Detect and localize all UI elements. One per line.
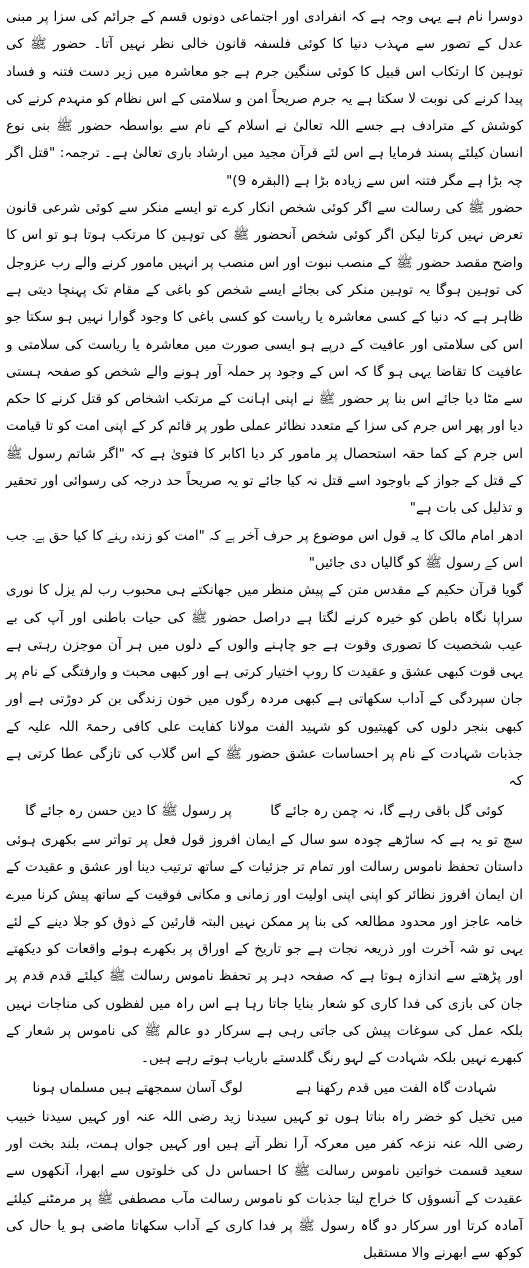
paragraph-5: سچ تو یہ ہے کہ ساڑھے چودہ سو سال کے ایمان افروز قول فعل پر تواتر سے بکھری ہوئی داستان تحفظ ناموس رسالت اور تمام تر جزئیات کے ساتھ ترتیب دینا اور عشق و عقیدت کے ان ایمان افروز نظائر کو اپنی اپنی اولیت اور زمانی و مکانی فوقیت کے ساتھ پیش کرنا میرے خامہ عاجز اور محدود مطالعہ کی بنا پر ممکن نہیں البتہ قارئین کے ذوق کو جلا دینے کے لئے یہی تو شہ آخرت اور ذریعہ نجات ہے جو تاریخ کے اوراق پر بکھرے ہوئے واقعات کو دیکھتے اور پڑھتے سے اندازہ ہوتا ہے کہ صفحہ دہر پر تحفظ ناموس رسالت ﷺ کیلئے قدم قدم پر جان کی بازی کی فدا کاری کو شعار بنایا جاتا رہا ہے اس راہ میں لفظوں کی مناجات نہیں بلکہ عمل کی سوغات پیش کی جاتی رہی ہے سرکار دو عالم ﷺ کی ناموس پر شعار کے کبھرے نہیں بلکہ شہادت کے لہو رنگ گلدستے باریاب ہوتے رہے ہیں۔ (6, 831, 523, 1067)
verse-1-first-line: کوئی گل باقی رہے گا، نہ چمن رہ جائے گا (270, 802, 504, 819)
verse-2-second-line: لوگ آسان سمجھتے ہیں مسلماں ہونا (32, 1079, 243, 1096)
verse-couplet-2 (6, 1075, 523, 1102)
paragraph-2: حضور ﷺ کی رسالت سے اگر کوئی شخص انکار کرے تو ایسے منکر سے کوئی شرعی قانون تعرض نہیں کرتا لیکن اگر کوئی شخص آنحضور ﷺ کی توہین کا مرتکب ہوتا ہو تو اس کا واضح مقصد حضور ﷺ کے منصب نبوت اور اس منصب پر انہیں مامور کرنے والے رب عزوجل کی توہین ہوگا یہ توہین منکر کی بجائے ایسے شخص کو باغی کے مقام تک پہنچا دیتی ہے ظاہر ہے کہ دنیا کے کسی معاشرہ یا ریاست کو کسی باغی کا وجود گوارا نہیں ہو سکتا جو اس کی سلامتی اور عافیت کے درپے ہو ایسی صورت میں معاشرہ یا ریاست کی سلامتی و عافیت کا تقاضا یہی ہو گا کہ اس کے وجود پر حملہ آور ہونے والے شخص کو صفحہ ہستی سے مٹا دیا جائے اس بنا پر حضور ﷺ نے اپنی اہانت کے مرتکب اشخاص کو قتل کرنے کا حکم دیا اور پھر اس جرم کی سزا کے متعدد نظائر عملی طور پر قائم کر کے اپنی امت کو تا قیامت اس جرم کے کما حقہ استحصال پر مامور کر دیا اکابر کا فتویٰ ہے کہ "اگر شاتم رسول ﷺ کے قتل کے جواز کے باوجود اسے قتل نہ کیا جائے تو یہ صریحاً حد درجہ کی رسوائی اور تحقیر و تذلیل کی بات ہے" (6, 200, 523, 517)
verse-1-second-line: پر رسول ﷺ کا دین حسن رہ جائے گا (25, 802, 232, 819)
paragraph-3: ادھر امام مالک کا یہ قول اس موضوع پر حرف آخر ہے کہ "امت کو زندہ رہنے کا کیا حق ہے۔ جب اس کے رسول ﷺ کو گالیاں دی جائیں" (6, 527, 523, 571)
paragraph-6: میں تخیل کو خضر راہ بناتا ہوں تو کہیں سیدنا زید رضی اللہ عنہ اور کہیں سیدنا خبیب رضی اللہ عنہ نزعہ کفر میں معرکہ آرا نظر آتے ہیں اور کہیں جواں ہمت، بلند بخت اور سعید قسمت خواتین ناموس رسالت ﷺ کا احساس دل کی خلوتوں سے ابھرا، آنکھوں سے عقیدت کے آنسوؤں کا خراج لیتا جذبات کو ناموس رسالت مآب مصطفی ﷺ پر مرمٹنے کیلئے آمادہ کرتا اور سرکار دو گاہ رسول ﷺ پر فدا کاری کے آداب سکھاتا ماضی ہو یا حال کی کوکھ سے ابھرنے والا مستقبل (6, 1108, 523, 1262)
paragraph-4: گویا قرآن حکیم کے مقدس متن کے پیش منظر میں جھانکتے ہی محبوب رب لم یزل کا نوری سراپا نگاہ باطن کو خیرہ کرنے لگتا ہے دراصل حضور ﷺ کی حیات باطنی اور آپ کی بے عیب شخصیت کا تصوری وقوت ہے جو چاہنے والوں کے دلوں میں ہر آن موجزن رہتی ہے یہی قوت کبھی عشق و عقیدت کا روپ اختیار کرتی ہے اور کبھی محبت و وارفتگی کے نام پر جان سپردگی کے آداب سکھاتی ہے کبھی مردہ رگوں میں خون زندگی بن کر دوڑتی ہے اور کبھی بنجر دلوں کی کھیتیوں کو شہید الفت مولانا کفایت علی کافی رحمۃ اللہ علیہ کے جذبات شہادت کے نام پر احساسات عشق حضور ﷺ کے اس گلاب کی تازگی عطا کرتی ہے کہ (6, 582, 523, 790)
paragraph-1: دوسرا نام ہے یہی وجہ ہے کہ انفرادی اور اجتماعی دونوں قسم کے جرائم کی سزا پر مبنی عدل کے تصور سے مہذب دنیا کا کوئی فلسفہ قانون خالی نظر نہیں آتا۔ حضور ﷺ کی توہین کا ارتکاب اس قبیل کا کوئی سنگین جرم ہے جو معاشرہ میں زیر دست فتنہ و فساد پیدا کرنے کی نوبت لا سکتا ہے یہ جرم صریحاً امن و سلامتی کے اس نظام کو منہدم کرنے کی کوشش کے مترادف ہے جسے اللہ تعالیٰ نے اسلام کے نام سے بواسطہ حضور ﷺ بنی نوع انسان کیلئے پسند فرمایا ہے اس لئے قرآن مجید میں ارشاد باری تعالیٰ ہے۔ ترجمہ: "قتل اگر چہ بڑا ہے مگر فتنہ اس سے زیادہ بڑا ہے (البقرہ 9)" (6, 9, 523, 189)
verse-2-first-line: شہادت گاہ الفت میں قدم رکھنا ہے (295, 1079, 497, 1096)
verse-couplet-1 (6, 798, 523, 825)
